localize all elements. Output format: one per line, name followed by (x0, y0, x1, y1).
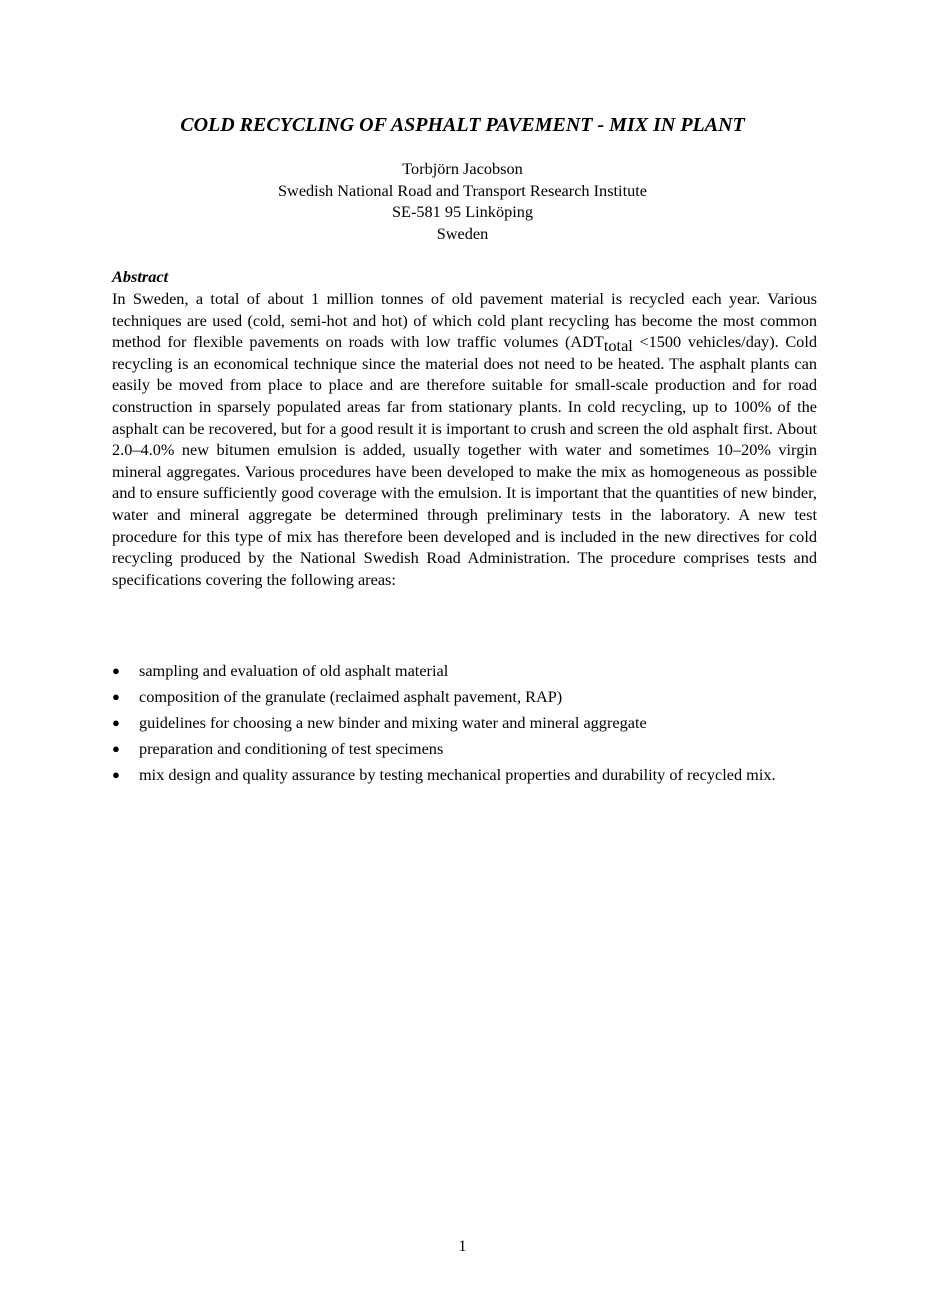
list-item-text: preparation and conditioning of test specimens (139, 738, 444, 758)
author-institution: Swedish National Road and Transport Research Institute (278, 180, 647, 200)
abstract-text (112, 288, 817, 590)
author-name: Torbjörn Jacobson (402, 159, 523, 178)
list-item (112, 712, 817, 734)
paper-title: COLD RECYCLING OF ASPHALT PAVEMENT - MIX IN PLANT (180, 114, 745, 136)
list-item-text: sampling and evaluation of old asphalt material (139, 661, 449, 680)
bullet-icon: ● (112, 663, 120, 678)
abstract-heading: Abstract (112, 267, 169, 286)
abstract-text-part2: <1500 vehicles/day). Cold recycling is an economical technique since the material does not need to be heated. The asphalt plants can easily be moved from place to place and are therefore suitable for small-scale production and for road construction in sparsely populated areas far from stationary plants. In cold recycling, up to 100% of the asphalt can be recovered, but for a good result it is important to crush and screen the old asphalt first. About 2.0–4.0% new bitumen emulsion is added, usually together with water and sometimes 10–20% virgin mineral aggregates. Various procedures have been developed to make the mix as homogeneous as possible and to ensure sufficiently good coverage with the emulsion. It is important that the quantities of new binder, water and mineral aggregate be determined through preliminary tests in the laboratory. A new test procedure for this type of mix has therefore been developed and is included in the new directives for cold recycling produced by the National Swedish Road Administration. The procedure comprises tests and specifications covering the following areas: (112, 332, 817, 589)
list-item-text: guidelines for choosing a new binder and mixing water and mineral aggregate (139, 712, 647, 732)
bullet-list (112, 660, 817, 790)
list-item-text: mix design and quality assurance by testing mechanical properties and durability of recycled mix. (139, 764, 776, 784)
bullet-icon: ● (112, 766, 120, 782)
list-item (112, 738, 817, 760)
abstract-text-part1: In Sweden, a total of about 1 million tonnes of old pavement material is recycled each year. Various techniques are used (cold, semi-hot and hot) of which cold plant recycling has become the most common method for flexible pavements on roads with low traffic volumes (ADT (112, 289, 817, 352)
bullet-icon: ● (112, 688, 120, 704)
list-item (112, 764, 817, 786)
author-country: Sweden (436, 224, 489, 244)
list-item (112, 686, 817, 708)
abstract-subscript: total (603, 336, 633, 356)
author-address: SE-581 95 Linköping (391, 202, 534, 222)
list-item (112, 660, 817, 682)
bullet-icon: ● (112, 740, 120, 756)
author-block (0, 158, 925, 245)
page-number: 1 (458, 1236, 467, 1255)
bullet-icon: ● (112, 714, 120, 730)
list-item-text: composition of the granulate (reclaimed asphalt pavement, RAP) (139, 686, 563, 706)
